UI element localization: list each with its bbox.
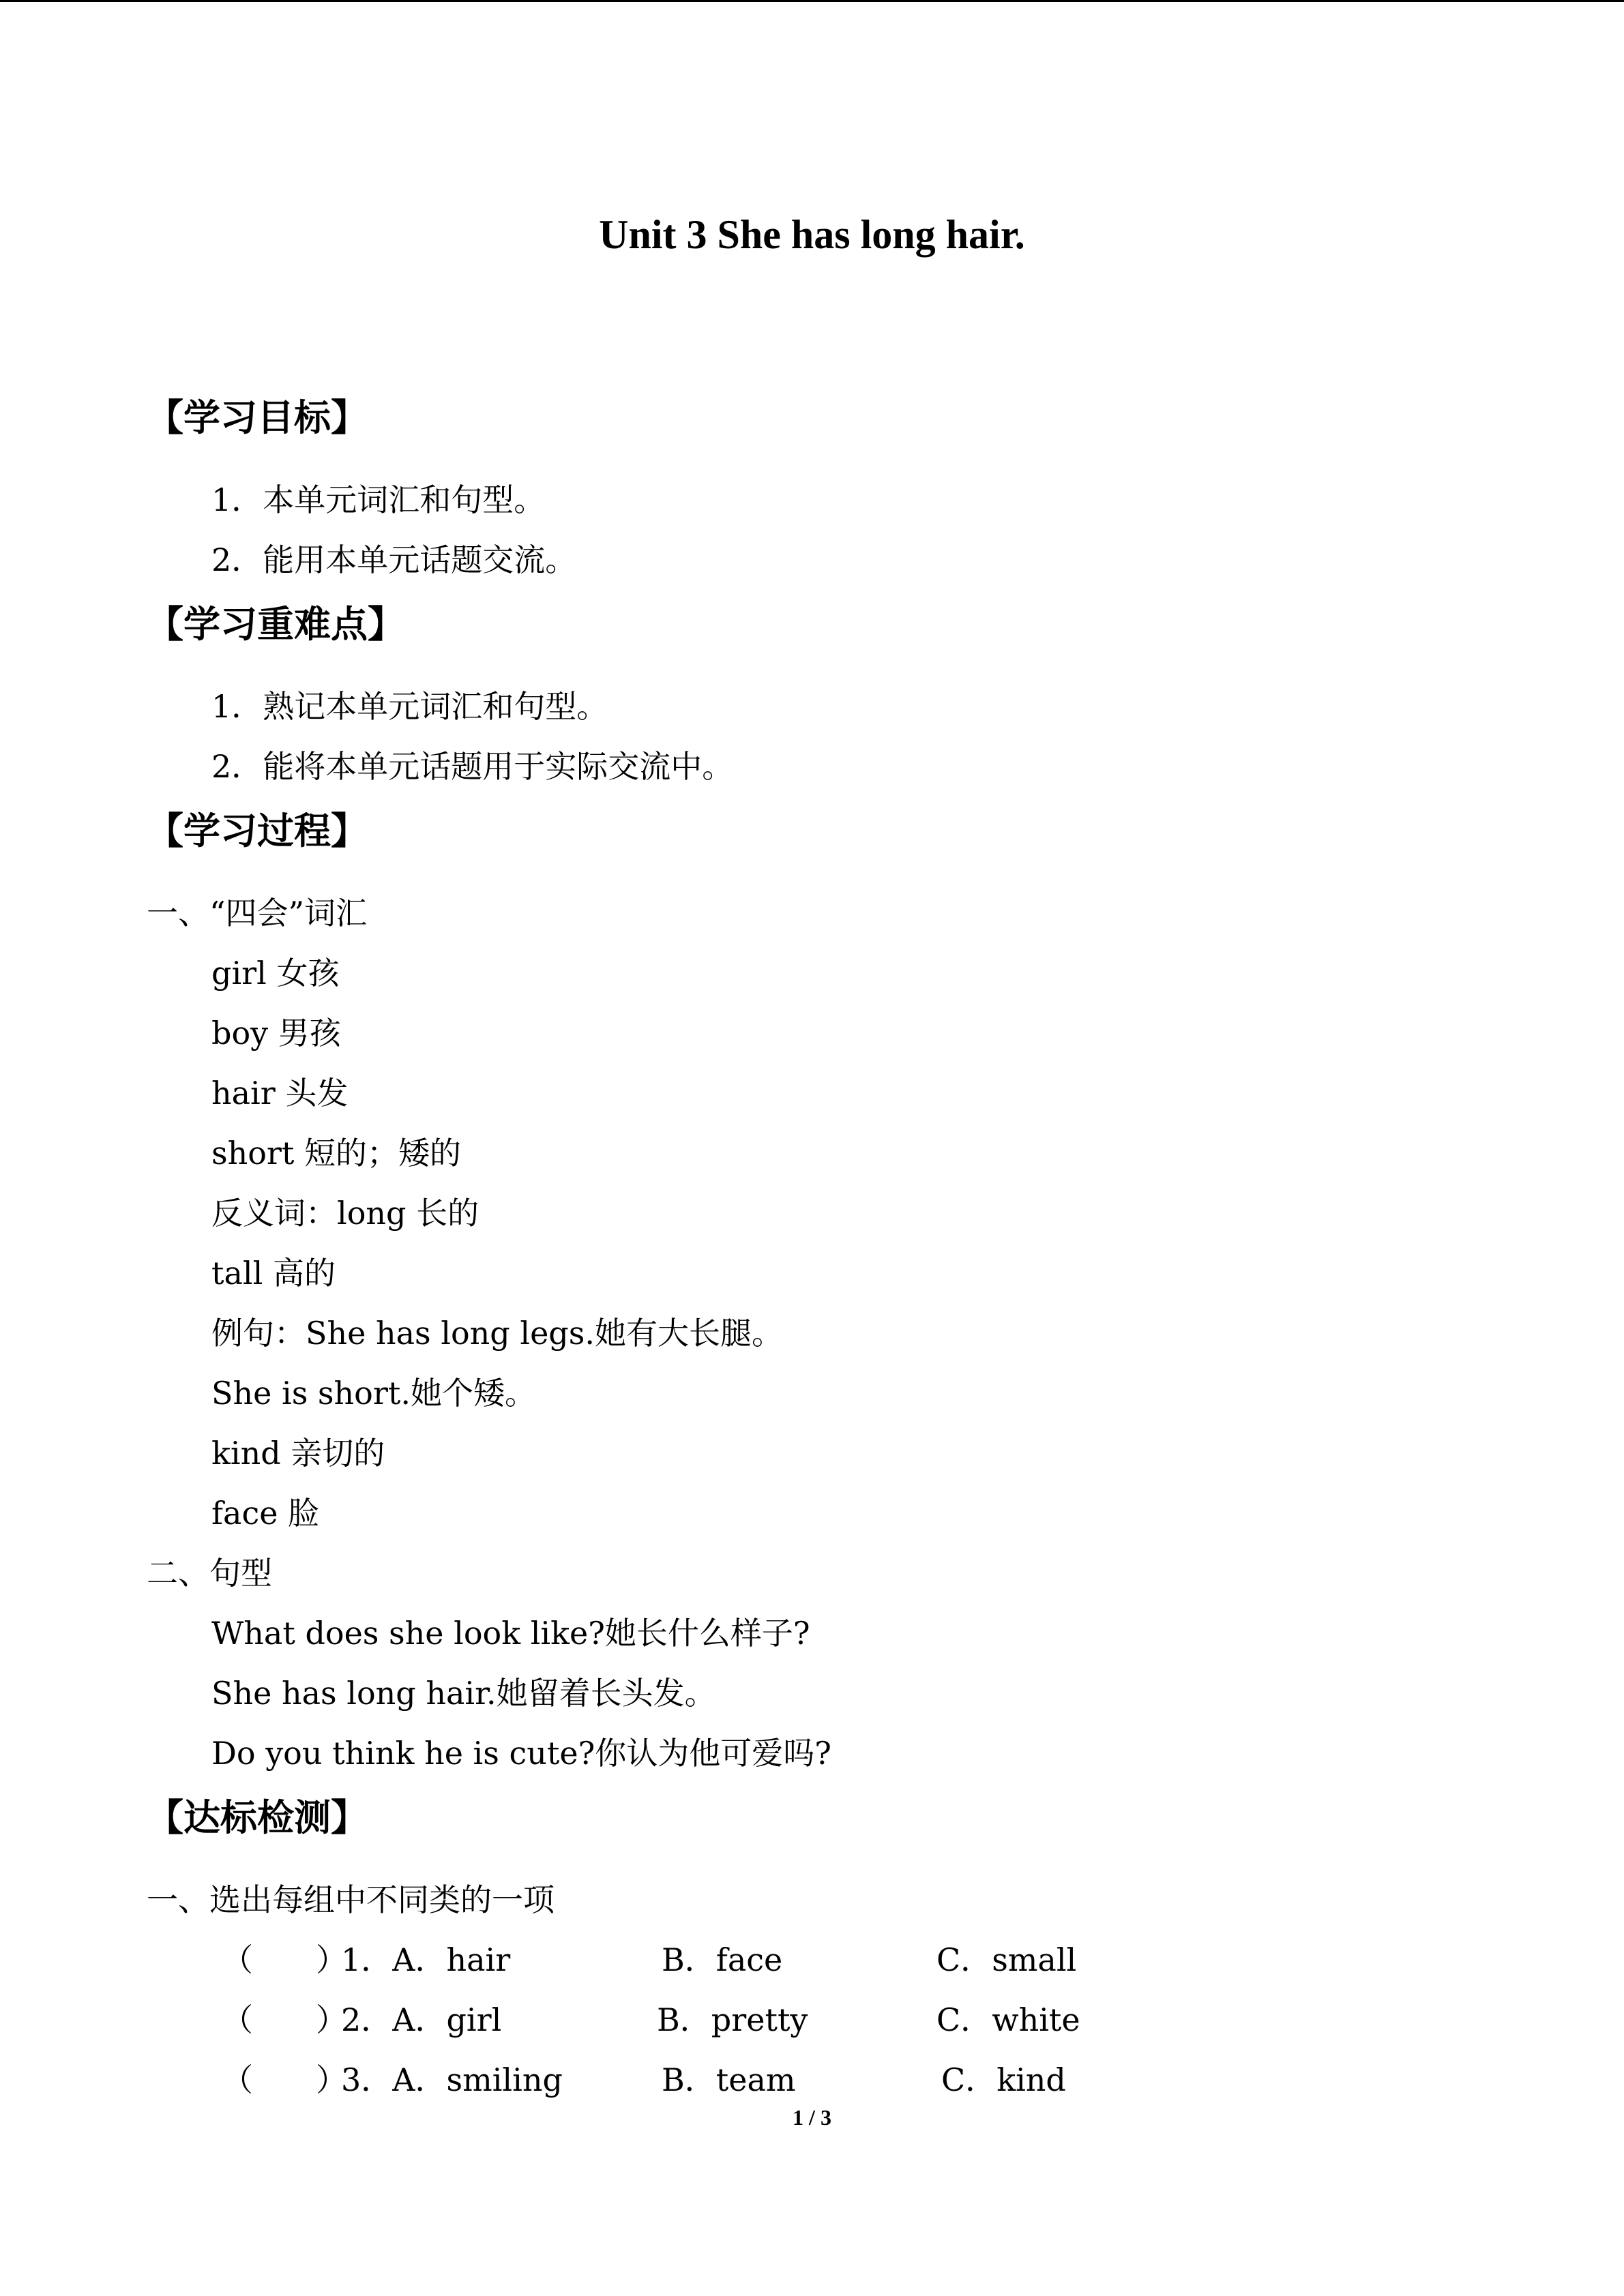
sentences-heading: 二、句型	[147, 1555, 272, 1592]
option-b: B．team	[662, 2061, 796, 2098]
test-heading: 一、选出每组中不同类的一项	[147, 1881, 555, 1918]
vocab-item: 例句：She has long legs.她有大长腿。	[211, 1315, 783, 1352]
answer-blank[interactable]: （ ）	[222, 1941, 347, 1978]
goal-item: 1．本单元词汇和句型。	[211, 481, 546, 518]
option-a: 1．A．hair	[341, 1941, 511, 1978]
vocab-item: She is short.她个矮。	[211, 1375, 536, 1412]
keypoint-item: 1．熟记本单元词汇和句型。	[211, 688, 608, 725]
vocab-item: 反义词：long 长的	[211, 1195, 479, 1232]
sentence-item: What does she look like?她长什么样子?	[211, 1615, 810, 1652]
vocab-item: tall 高的	[211, 1255, 336, 1292]
top-border	[0, 0, 1624, 2]
vocab-item: girl 女孩	[211, 955, 340, 992]
option-c: C．kind	[941, 2061, 1066, 2098]
section-keypoints-heading: 【学习重难点】	[147, 603, 404, 646]
sentence-item: She has long hair.她留着长头发。	[211, 1675, 716, 1712]
answer-blank[interactable]: （ ）	[222, 2061, 347, 2098]
section-test-heading: 【达标检测】	[147, 1796, 368, 1839]
page-number: 1 / 3	[793, 2105, 831, 2130]
vocab-item: short 短的；矮的	[211, 1135, 462, 1172]
vocab-item: face 脸	[211, 1495, 320, 1532]
vocab-item: kind 亲切的	[211, 1435, 385, 1472]
option-c: C．small	[936, 1941, 1077, 1978]
option-a: 2．A．girl	[341, 2001, 502, 2038]
answer-blank[interactable]: （ ）	[222, 2001, 347, 2038]
section-goals-heading: 【学习目标】	[147, 396, 368, 439]
sentence-item: Do you think he is cute?你认为他可爱吗?	[211, 1735, 831, 1772]
keypoint-item: 2．能将本单元话题用于实际交流中。	[211, 748, 734, 785]
section-process-heading: 【学习过程】	[147, 809, 368, 852]
page-title: Unit 3 She has long hair.	[599, 212, 1025, 257]
option-b: B．face	[662, 1941, 783, 1978]
vocab-item: boy 男孩	[211, 1015, 341, 1052]
option-c: C．white	[936, 2001, 1080, 2038]
vocab-item: hair 头发	[211, 1075, 349, 1112]
option-a: 3．A．smiling	[341, 2061, 563, 2098]
goal-item: 2．能用本单元话题交流。	[211, 541, 577, 578]
option-b: B．pretty	[657, 2001, 808, 2038]
vocab-heading: 一、“四会”词汇	[147, 895, 368, 931]
